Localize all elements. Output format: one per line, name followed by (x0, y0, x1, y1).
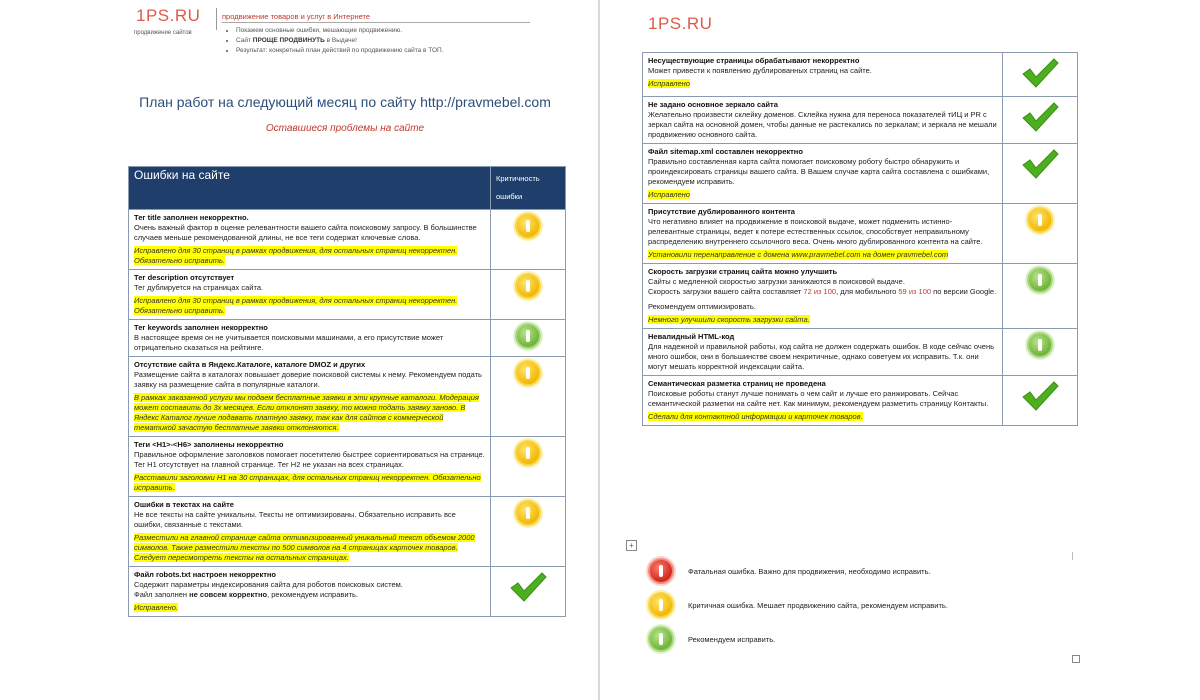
legend-text: Фатальная ошибка. Важно для продвижения, необходимо исправить. (688, 567, 931, 576)
error-description-cell (643, 329, 1003, 376)
error-body: Не все тексты на сайте уникальны. Тексты не оптимизированы. Обязательно исправить все ошибки, связанные с текстами. (134, 510, 456, 529)
table-row (129, 497, 566, 567)
table-row (129, 437, 566, 497)
header-divider (216, 8, 217, 30)
error-title: Тег description отсутствует (134, 273, 235, 282)
error-body: Содержит параметры индексирования сайта для роботов поисковых систем. (134, 580, 403, 589)
page-end-marker (1072, 655, 1080, 663)
error-description-cell (643, 144, 1003, 204)
legend-text: Рекомендуем исправить. (688, 635, 776, 644)
table-row (643, 329, 1078, 376)
table-row (129, 270, 566, 320)
criticality-cell (1003, 329, 1078, 376)
fix-note: Сделали для контактной информации и карточек товаров. (648, 412, 863, 421)
fix-note: Исправлено. (134, 603, 179, 612)
fix-note: Исправлено для 30 страниц в рамках продвижения, для остальных страниц некорректен. Обязательно исправить. (134, 296, 458, 315)
error-description-cell (129, 210, 491, 270)
error-title: Присутствие дублированного контента (648, 207, 795, 216)
error-title: Тег keywords заполнен некорректно (134, 323, 268, 332)
page-title: План работ на следующий месяц по сайту http://pravmebel.com (139, 94, 551, 110)
table-move-handle[interactable]: + (626, 540, 637, 551)
speed-score-text: Скорость загрузки вашего сайта составляет 72 из 100, для мобильного 59 из 100 по версии Google. (648, 287, 997, 296)
criticality-cell (1003, 144, 1078, 204)
bullet-item: • Сайт ПРОЩЕ ПРОДВИНУТЬ в Выдаче! (236, 36, 444, 46)
error-body: Очень важный фактор в оценке релевантности вашего сайта поисковому запросу. В большинстве случаев меньше рекомендованной длины, не все теги содержат ключевые слова. (134, 223, 477, 242)
error-description-cell (643, 204, 1003, 264)
criticality-cell (491, 497, 566, 567)
error-title: Несуществующие страницы обрабатывают некорректно (648, 56, 860, 65)
fix-note: Исправлено (648, 190, 690, 199)
error-body: Размещение сайта в каталогах повышает доверие поисковой системы к нему. Рекомендуем подать заявку на размещение сайта в популярные каталоги. (134, 370, 482, 389)
error-description-cell (643, 53, 1003, 97)
tagline: продвижение товаров и услуг в Интернете (222, 12, 371, 21)
criticality-cell (491, 567, 566, 617)
green-checkmark-icon (508, 570, 548, 604)
yellow-warning-icon (648, 592, 674, 618)
fix-note: Исправлено (648, 79, 690, 88)
error-body: Тег дублируется на страницах сайта. (134, 283, 264, 292)
fix-note: Исправлено для 30 страниц в рамках продвижения, для остальных страниц некорректен. Обязательно исправить. (134, 246, 458, 265)
error-body: Сайты с медленной скоростью загрузки занижаются в поисковой выдаче. (648, 277, 905, 286)
error-title: Тег title заполнен некорректно. (134, 213, 249, 222)
error-body: Поисковые роботы станут лучше понимать о чем сайт и лучше его ранжировать. Сейчас семантической разметки на сайте нет. Как минимум, рекомендуем разметить страницу Контакты. (648, 389, 989, 408)
text-cursor-mark (1072, 552, 1073, 560)
green-checkmark-icon (1020, 379, 1060, 413)
logo-subtitle: продвижение сайтов (134, 30, 192, 36)
fix-note: Расставили заголовки H1 на 30 страницах, для остальных страниц некорректен. Обязательно исправить. (134, 473, 481, 492)
error-body: В настоящее время он не учитывается поисковыми машинами, а его присутствие может отрицательно сказаться на рейтинге. (134, 333, 444, 352)
criticality-cell (491, 270, 566, 320)
criticality-cell (1003, 204, 1078, 264)
table-header-row (129, 167, 566, 210)
tagline-rule (222, 22, 530, 23)
green-warning-icon (1027, 332, 1053, 358)
page-subtitle: Оставшиеся проблемы на сайте (265, 123, 425, 134)
document-page-left (100, 0, 590, 700)
green-warning-icon (1027, 267, 1053, 293)
table-row (643, 204, 1078, 264)
error-title: Файл sitemap.xml составлен некорректно (648, 147, 803, 156)
error-description-cell (643, 376, 1003, 426)
green-checkmark-icon (1020, 147, 1060, 181)
criticality-cell (491, 210, 566, 270)
error-description-cell (129, 357, 491, 437)
table-row (643, 144, 1078, 204)
yellow-warning-icon (515, 213, 541, 239)
criticality-cell (1003, 264, 1078, 329)
criticality-cell (491, 320, 566, 357)
error-body: Правильно составленная карта сайта помогает поисковому роботу быстро обнаружить и проиндексировать страницы вашего сайта. В Вашем случае карта сайта составлена с ошибками, рекомендуем исправить. (648, 157, 990, 186)
bullet-item: • Покажем основные ошибки, мешающие продвижению. (236, 26, 444, 36)
error-body: Может привести к появлению дублированных страниц на сайте. (648, 66, 872, 75)
green-warning-icon (515, 323, 541, 349)
criticality-cell (1003, 376, 1078, 426)
error-description-cell (643, 97, 1003, 144)
errors-table-right (642, 52, 1078, 426)
table-row (643, 264, 1078, 329)
error-description-cell (129, 437, 491, 497)
error-title: Невалидный HTML-код (648, 332, 735, 341)
header-bullets (236, 26, 444, 56)
table-row (643, 53, 1078, 97)
green-warning-icon (648, 626, 674, 652)
criticality-cell (1003, 53, 1078, 97)
error-body: Что негативно влияет на продвижение в поисковой выдаче, может подменить истинно-релевантные страницы, ведет к потере естественных ссылок, способствует неправильному распределению внутреннего ссылочного веса. Очень много дублированного контента на сайте. (648, 217, 983, 246)
error-body: Желательно произвести склейку доменов. Склейка нужна для переноса показателей тИЦ и PR с зеркал сайта на основной домен, чтобы данные не растекались по зеркалам; и зеркала не мешали продвижению основного сайта. (648, 110, 997, 139)
bullet-item: • Результат: конкретный план действий по продвижению сайта в ТОП. (236, 46, 444, 56)
error-title: Скорость загрузки страниц сайта можно улучшить (648, 267, 838, 276)
criticality-cell (491, 437, 566, 497)
table-row (643, 376, 1078, 426)
error-description-cell (643, 264, 1003, 329)
green-checkmark-icon (1020, 56, 1060, 90)
error-body-extra: Файл заполнен не совсем корректно, рекомендуем исправить. (134, 590, 358, 599)
green-checkmark-icon (1020, 100, 1060, 134)
errors-table-left (128, 166, 566, 617)
table-row (643, 97, 1078, 144)
fix-note: Немного улучшили скорость загрузки сайта. (648, 315, 810, 324)
error-title: Не задано основное зеркало сайта (648, 100, 778, 109)
fix-note: В рамках заказанной услуги мы подаем бесплатные заявки в эти крупные каталоги. Модерация может составить до 3х месяцев. Если отклонят заявку, то можно подать заявку заново. В Яндекс Каталог лучше подавать платную заявку, так как для сайтов с коммерческой тематикой зачастую бесплатные заявки отклоняются. (134, 393, 479, 432)
recommendation-text: Рекомендуем оптимизировать. (648, 302, 756, 311)
document-page-right (612, 0, 1100, 700)
error-body: Правильное оформление заголовков помогает посетителю быстрее сориентироваться на странице. Тег H1 отсутствует на главной странице. Тег H2 не указан на всех страницах. (134, 450, 485, 469)
error-description-cell (129, 497, 491, 567)
logo: 1PS.RU (648, 14, 713, 33)
yellow-warning-icon (515, 440, 541, 466)
column-header-errors: Ошибки на сайте (129, 167, 491, 210)
error-title: Ошибки в текстах на сайте (134, 500, 234, 509)
table-row (129, 567, 566, 617)
fix-note: Разместили на главной странице сайта оптимизированный уникальный текст объемом 2000 символов. Также разместили тексты по 500 символов на 4 страницах карточек товаров. Следует пересмотреть тексты на остальных страницах. (134, 533, 475, 562)
column-header-criticality: Критичность ошибки (491, 167, 566, 210)
table-row (129, 210, 566, 270)
page-gutter (598, 0, 600, 700)
table-row (129, 320, 566, 357)
criticality-cell (1003, 97, 1078, 144)
yellow-warning-icon (515, 273, 541, 299)
logo: 1PS.RU (136, 6, 201, 25)
yellow-warning-icon (515, 360, 541, 386)
red-warning-icon (648, 558, 674, 584)
error-title: Теги <H1>-<H6> заполнены некорректно (134, 440, 284, 449)
error-title: Семантическая разметка страниц не проведена (648, 379, 826, 388)
yellow-warning-icon (515, 500, 541, 526)
criticality-cell (491, 357, 566, 437)
error-title: Файл robots.txt настроен некорректно (134, 570, 276, 579)
error-body: Для надежной и правильной работы, код сайта не должен содержать ошибок. В коде сейчас очень много ошибок, они в большинстве своем некритичные, однако советуем их исправить. Т.к. они могут мешать корректной индексации сайта. (648, 342, 995, 371)
yellow-warning-icon (1027, 207, 1053, 233)
fix-note: Установили перенаправление с домена www.pravmebel.com на домен pravmebel.com (648, 250, 949, 259)
error-description-cell (129, 320, 491, 357)
error-description-cell (129, 270, 491, 320)
error-description-cell (129, 567, 491, 617)
table-row (129, 357, 566, 437)
error-title: Отсутствие сайта в Яндекс.Каталоге, каталоге DMOZ и других (134, 360, 366, 369)
legend-text: Критичная ошибка. Мешает продвижению сайта, рекомендуем исправить. (688, 601, 948, 610)
